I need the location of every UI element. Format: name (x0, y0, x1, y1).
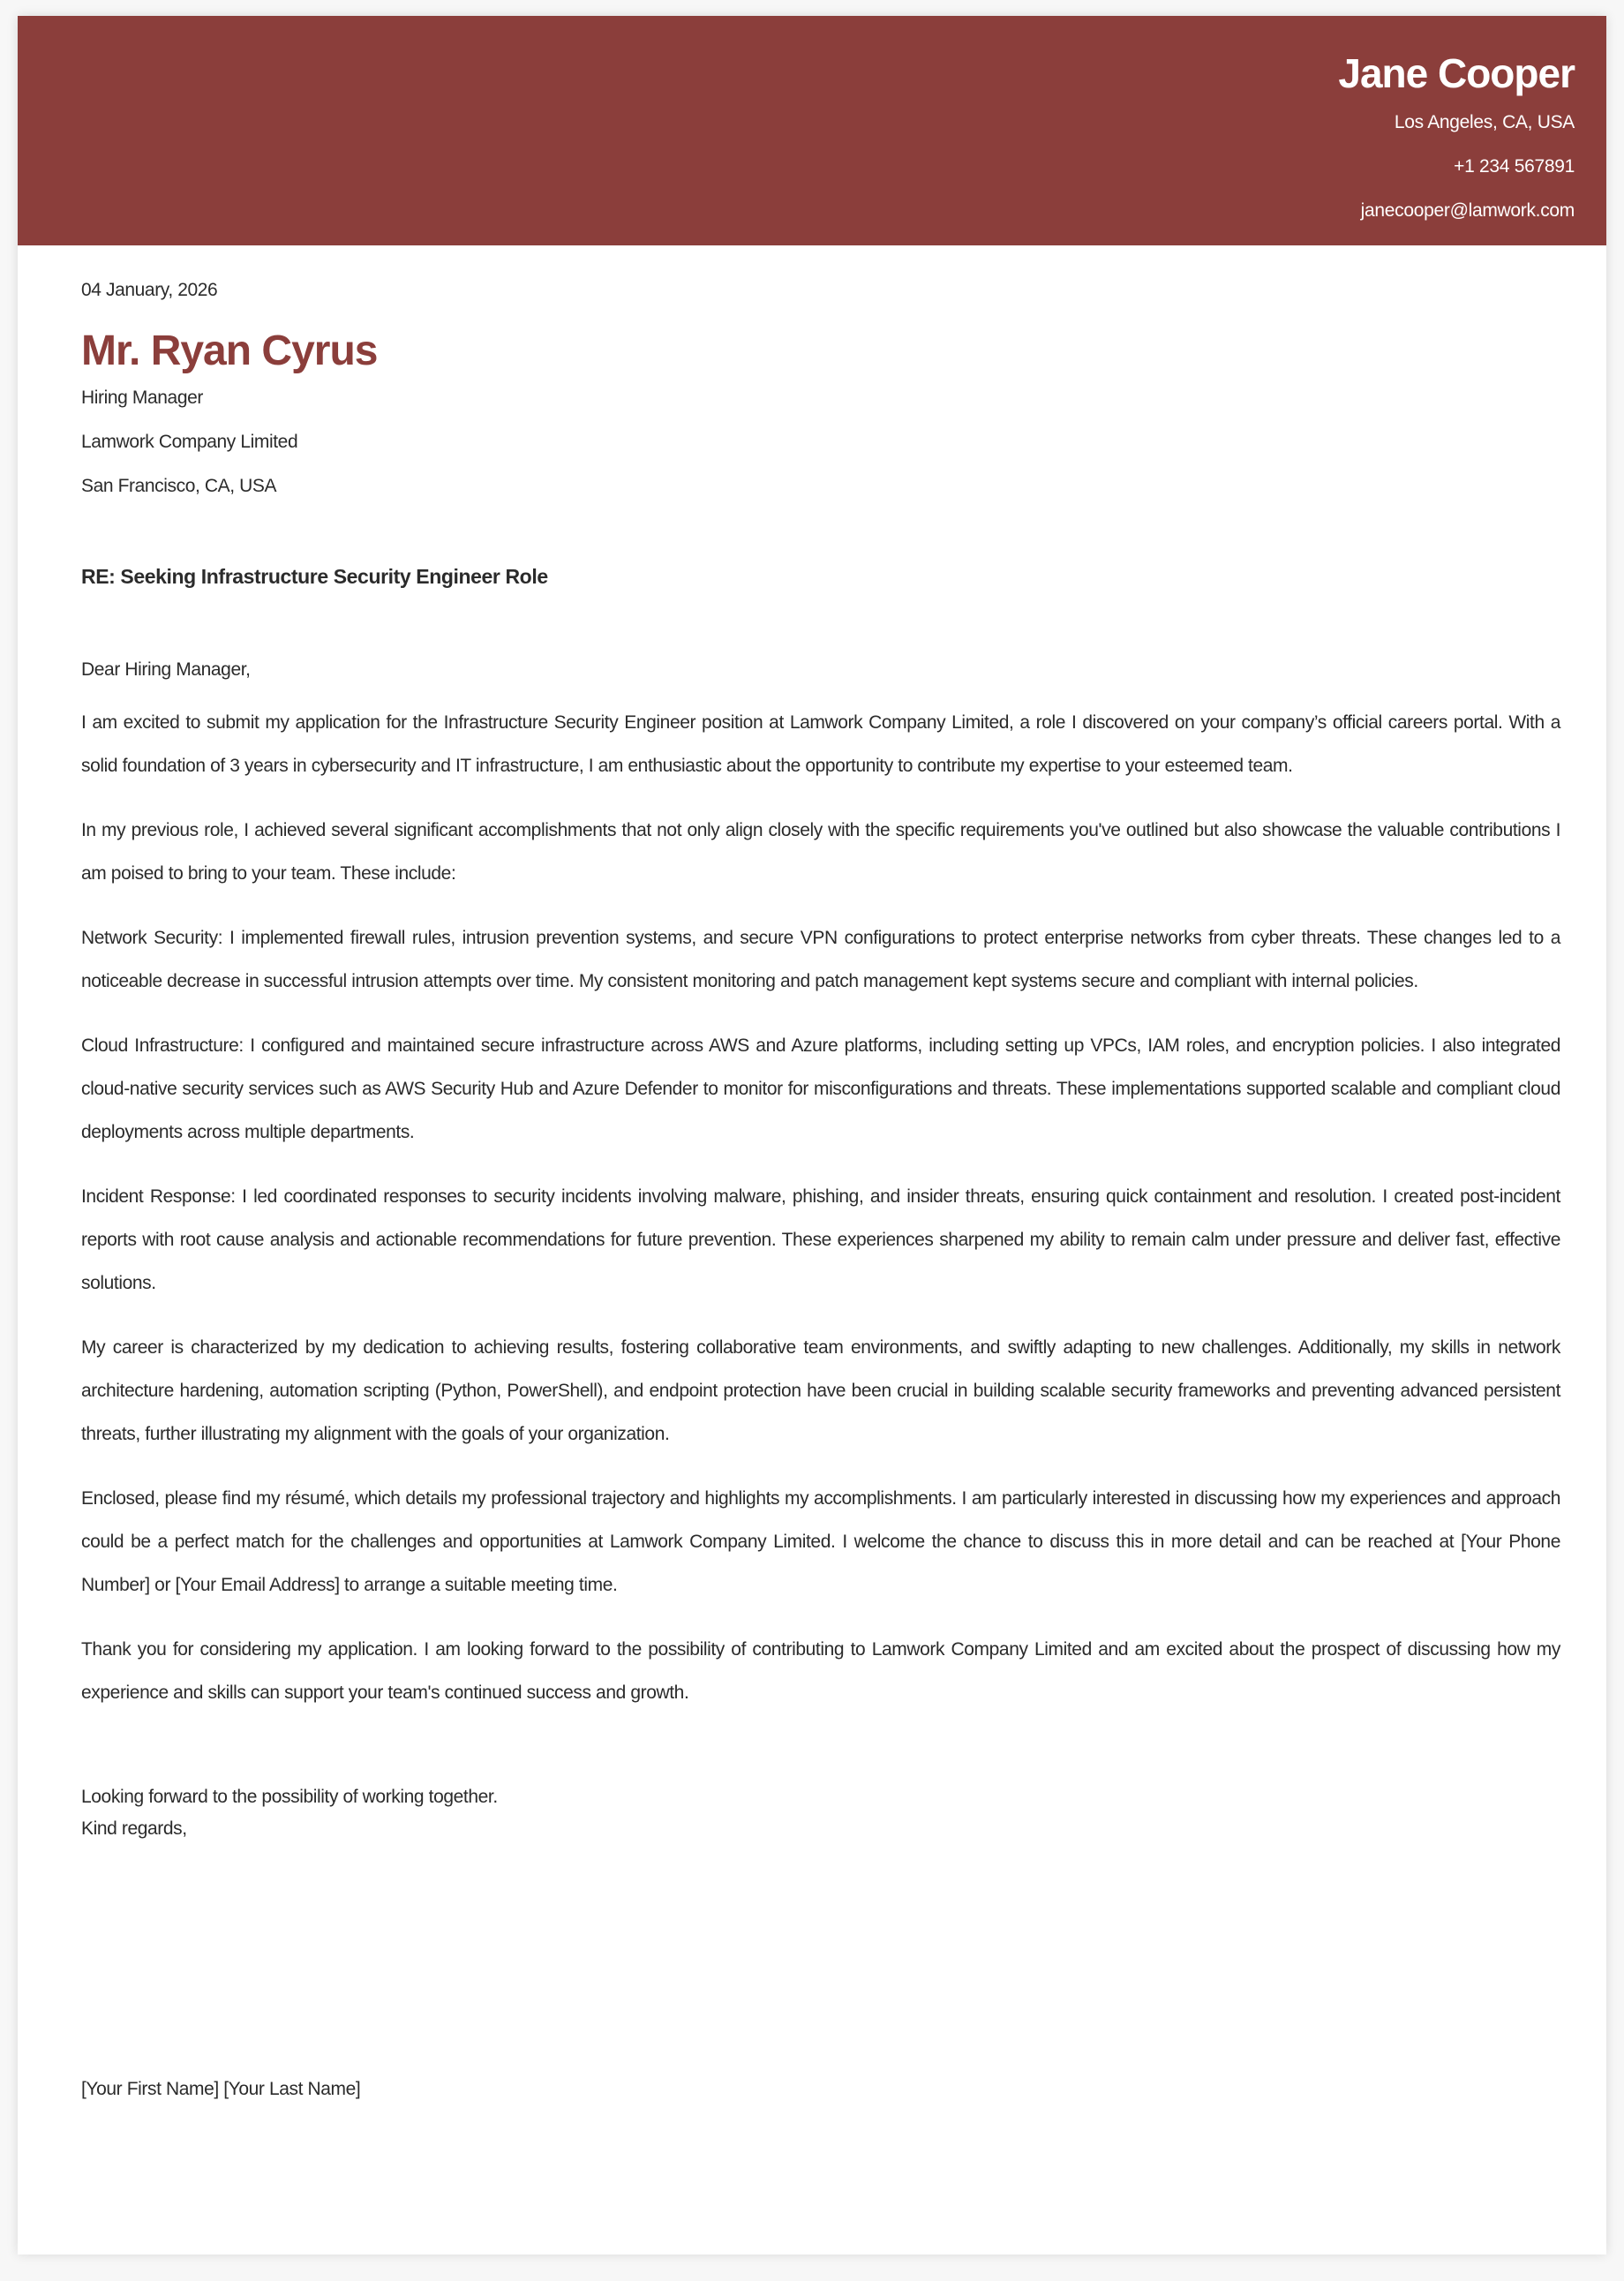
letter-closing (81, 1781, 1560, 1845)
signature: [Your First Name] [Your Last Name] (81, 2079, 361, 2099)
recipient-title: Hiring Manager (81, 388, 203, 408)
sender-location: Los Angeles, CA, USA (1394, 112, 1575, 132)
recipient-company: Lamwork Company Limited (81, 432, 298, 452)
paragraph: Thank you for considering my application. I am looking forward to the possibility of contributing to Lamwork Company Limited and am excited about the prospect of discussing how my experience and skills can support your team's continued success and growth. (81, 1639, 1560, 1703)
paragraph: My career is characterized by my dedication to achieving results, fostering collaborative team environments, and swiftly adapting to new challenges. Additionally, my skills in network architecture hardening, automation scripting (Python, PowerShell), and endpoint protection have been crucial in building scalable security frameworks and preventing advanced persistent threats, further illustrating my alignment with the goals of your organization. (81, 1337, 1560, 1444)
letter-greeting: Dear Hiring Manager, (81, 659, 251, 680)
letter-page (18, 16, 1606, 2255)
letter-subject: RE: Seeking Infrastructure Security Engineer Role (81, 565, 548, 588)
letter-header (18, 16, 1606, 245)
paragraph: Network Security: I implemented firewall rules, intrusion prevention systems, and secure VPN configurations to protect enterprise networks from cyber threats. These changes led to a noticeable decrease in successful intrusion attempts over time. My consistent monitoring and patch management kept systems secure and compliant with internal policies. (81, 928, 1560, 991)
letter-date: 04 January, 2026 (81, 280, 218, 300)
paragraph: In my previous role, I achieved several significant accomplishments that not only align closely with the specific requirements you've outlined but also showcase the valuable contributions I am poised to bring to your team. These include: (81, 820, 1560, 884)
paragraph: Enclosed, please find my résumé, which details my professional trajectory and highlights my accomplishments. I am particularly interested in discussing how my experiences and approach could be a perfect match for the challenges and opportunities at Lamwork Company Limited. I welcome the chance to discuss this in more detail and can be reached at [Your Phone Number] or [Your Email Address] to arrange a suitable meeting time. (81, 1488, 1560, 1595)
paragraph: Incident Response: I led coordinated responses to security incidents involving malware, phishing, and insider threats, ensuring quick containment and resolution. I created post-incident reports with root cause analysis and actionable recommendations for future prevention. These experiences sharpened my ability to remain calm under pressure and deliver fast, effective solutions. (81, 1186, 1560, 1293)
letter-paragraphs (81, 701, 1560, 1714)
recipient-location: San Francisco, CA, USA (81, 476, 277, 496)
sender-phone: +1 234 567891 (1454, 156, 1575, 177)
letter-body (18, 277, 1606, 2103)
recipient-name: Mr. Ryan Cyrus (81, 327, 378, 374)
sender-name: Jane Cooper (1338, 50, 1575, 96)
paragraph: Cloud Infrastructure: I configured and maintained secure infrastructure across AWS and Azure platforms, including setting up VPCs, IAM roles, and encryption policies. I also integrated cloud-native security services such as AWS Security Hub and Azure Defender to monitor for misconfigurations and threats. These implementations supported scalable and compliant cloud deployments across multiple departments. (81, 1035, 1560, 1142)
closing-line: Looking forward to the possibility of working together. (81, 1787, 498, 1807)
sender-email: janecooper@lamwork.com (1360, 200, 1575, 221)
sign-off: Kind regards, (81, 1818, 187, 1839)
paragraph: I am excited to submit my application for the Infrastructure Security Engineer position at Lamwork Company Limited, a role I discovered on your company’s official careers portal. With a solid foundation of 3 years in cybersecurity and IT infrastructure, I am enthusiastic about the opportunity to contribute my expertise to your esteemed team. (81, 712, 1560, 776)
